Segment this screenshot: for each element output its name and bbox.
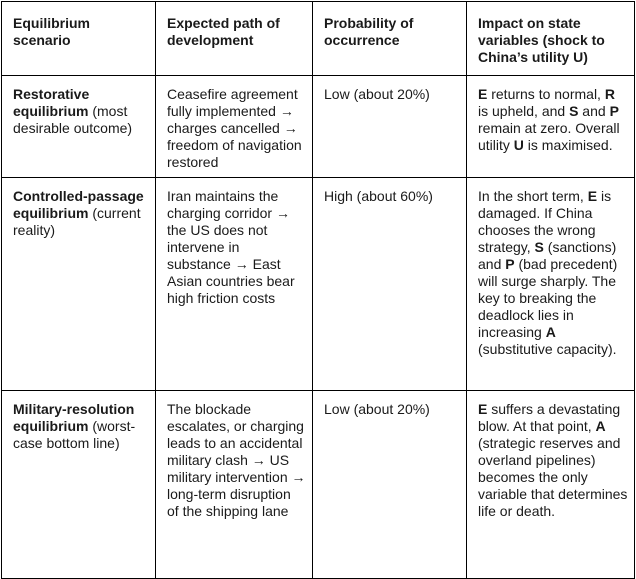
- scenario-note: (current reality): [13, 205, 141, 238]
- path-cell: Iran maintains the charging corridor → the US does not intervene in substance → East Asian countries bear high friction costs: [156, 178, 313, 391]
- scenario-cell: [2, 76, 156, 178]
- impact-text: suffers a devastating blow. At that point,: [478, 401, 621, 434]
- variable-e: E: [478, 86, 488, 102]
- probability-cell: Low (about 20%): [313, 76, 467, 178]
- scenario-cell: [2, 178, 156, 391]
- table-header-row: [2, 2, 635, 76]
- path-cell: The blockade escalates, or charging leads to an accidental military clash → US military intervention → long-term disruption of the shipping lane: [156, 391, 313, 579]
- header-path: Expected path of development: [156, 2, 313, 76]
- impact-cell: [467, 391, 635, 579]
- impact-text: (substitutive capacity).: [478, 341, 617, 357]
- impact-text: is upheld, and: [478, 103, 570, 119]
- impact-text: (bad precedent) will surge sharply. The key to breaking the deadlock lies in increasing: [478, 256, 618, 340]
- scenario-name: Military-resolution equilibrium: [13, 401, 135, 434]
- table-row: [2, 178, 635, 391]
- impact-text: and: [578, 103, 610, 119]
- scenario-name: Restorative equilibrium: [13, 86, 90, 119]
- impact-text: (sanctions) and: [478, 239, 617, 272]
- variable-e: E: [587, 188, 598, 204]
- table-row: [2, 76, 635, 178]
- variable-e: E: [478, 401, 488, 417]
- variable-s: S: [534, 239, 544, 255]
- variable-a: A: [595, 418, 606, 434]
- impact-text: remain at zero. Overall utility: [478, 120, 620, 153]
- probability-cell: High (about 60%): [313, 178, 467, 391]
- variable-u: U: [513, 137, 524, 153]
- probability-cell: Low (about 20%): [313, 391, 467, 579]
- variable-s: S: [569, 103, 579, 119]
- header-impact: Impact on state variables (shock to China’s utility U): [467, 2, 635, 76]
- variable-a: A: [545, 324, 556, 340]
- impact-text: is damaged. If China chooses the wrong strategy,: [478, 188, 612, 255]
- impact-cell: [467, 178, 635, 391]
- scenario-table: [1, 1, 635, 579]
- impact-text: (strategic reserves and overland pipelines) becomes the only variable that determines life or death.: [478, 435, 628, 519]
- scenario-name: Controlled-passage equilibrium: [13, 188, 144, 221]
- impact-text: In the short term,: [478, 188, 588, 204]
- impact-text: returns to normal,: [487, 86, 605, 102]
- scenario-note: (worst-case bottom line): [13, 418, 136, 451]
- variable-p: P: [505, 256, 515, 272]
- header-probability: Probability of occurrence: [313, 2, 467, 76]
- scenario-note: (most desirable outcome): [13, 103, 133, 136]
- impact-cell: [467, 76, 635, 178]
- table-row: [2, 391, 635, 579]
- variable-p: P: [609, 103, 619, 119]
- path-cell: Ceasefire agreement fully implemented → charges cancelled → freedom of navigation restored: [156, 76, 313, 178]
- variable-r: R: [604, 86, 615, 102]
- scenario-cell: [2, 391, 156, 579]
- header-scenario: Equilibrium scenario: [2, 2, 156, 76]
- impact-text: is maximised.: [523, 137, 613, 153]
